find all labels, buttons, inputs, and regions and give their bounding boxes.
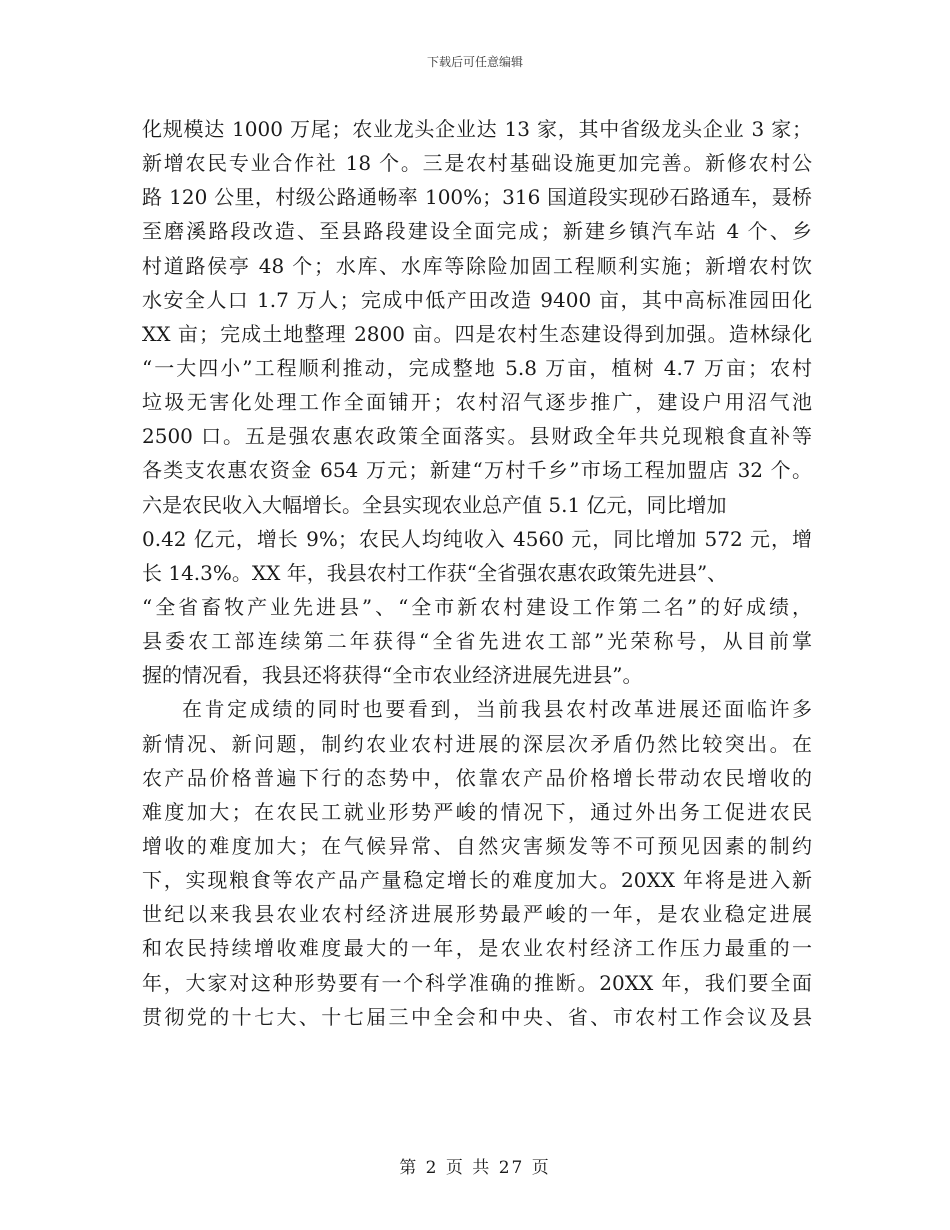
text-line: 0.42 亿元，增长 9%；农民人均纯收入 4560 元，同比增加 572 元，增	[142, 526, 812, 551]
paragraph-first-line: 在肯定成绩的同时也要看到，当前我县农村改革进展还面临许多	[182, 697, 812, 722]
text-line: 世纪以来我县农业农村经济进展形势最严峻的一年，是农业稳定进展	[142, 902, 812, 927]
text-line: “全省畜牧产业先进县”、“全市新农村建设工作第二名”的好成绩，	[142, 594, 812, 619]
text-line: 下，实现粮食等农产品产量稳定增长的难度加大。20XX 年将是进入新	[142, 868, 812, 893]
text-line: 难度加大；在农民工就业形势严峻的情况下，通过外出务工促进农民	[142, 799, 812, 824]
text-line: 握的情况看，我县还将获得“全市农业经济进展先进县”。	[142, 663, 643, 688]
text-line: “一大四小”工程顺利推动，完成整地 5.8 万亩，植树 4.7 万亩；农村	[142, 355, 812, 380]
text-line: 六是农民收入大幅增长。全县实现农业总产值 5.1 亿元，同比增加	[142, 492, 727, 517]
text-line: 农产品价格普遍下行的态势中，依靠农产品价格增长带动农民增收的	[142, 765, 812, 790]
text-line: 各类支农惠农资金 654 万元；新建“万村千乡”市场工程加盟店 32 个。	[142, 458, 812, 483]
text-line: 路 120 公里，村级公路通畅率 100%；316 国道段实现砂石路通车，聂桥	[142, 185, 812, 210]
text-line: 新情况、新问题，制约农业农村进展的深层次矛盾仍然比较突出。在	[142, 731, 812, 756]
header-note: 下载后可任意编辑	[426, 55, 523, 69]
text-line: 长 14.3%。XX 年，我县农村工作获“全省强农惠农政策先进县”、	[142, 560, 728, 585]
text-line: 2500 口。五是强农惠农政策全面落实。县财政全年共兑现粮食直补等	[142, 424, 812, 449]
text-line: XX 亩；完成土地整理 2800 亩。四是农村生态建设得到加强。造林绿化	[142, 321, 812, 346]
text-line: 和农民持续增收难度最大的一年，是农业农村经济工作压力最重的一	[142, 936, 812, 961]
page-number: 第 2 页 共 27 页	[399, 1158, 551, 1178]
text-line: 县委农工部连续第二年获得“全省先进农工部”光荣称号，从目前掌	[142, 629, 812, 654]
text-line: 垃圾无害化处理工作全面铺开；农村沼气逐步推广，建设户用沼气池	[142, 390, 812, 415]
text-line: 村道路侯亭 48 个；水库、水库等除险加固工程顺利实施；新增农村饮	[142, 253, 812, 278]
body-text	[142, 112, 812, 1034]
text-line: 新增农民专业合作社 18 个。三是农村基础设施更加完善。新修农村公	[142, 151, 812, 176]
text-line: 增收的难度加大；在气候异常、自然灾害频发等不可预见因素的制约	[142, 833, 812, 858]
text-line: 至磨溪路段改造、至县路段建设全面完成；新建乡镇汽车站 4 个、乡	[142, 219, 812, 244]
text-line: 年，大家对这种形势要有一个科学准确的推断。20XX 年，我们要全面	[142, 970, 812, 995]
text-line: 贯彻党的十七大、十七届三中全会和中央、省、市农村工作会议及县	[142, 1004, 812, 1029]
text-line: 化规模达 1000 万尾；农业龙头企业达 13 家，其中省级龙头企业 3 家；	[142, 117, 812, 141]
text-line: 水安全人口 1.7 万人；完成中低产田改造 9400 亩，其中高标准园田化	[142, 287, 812, 312]
